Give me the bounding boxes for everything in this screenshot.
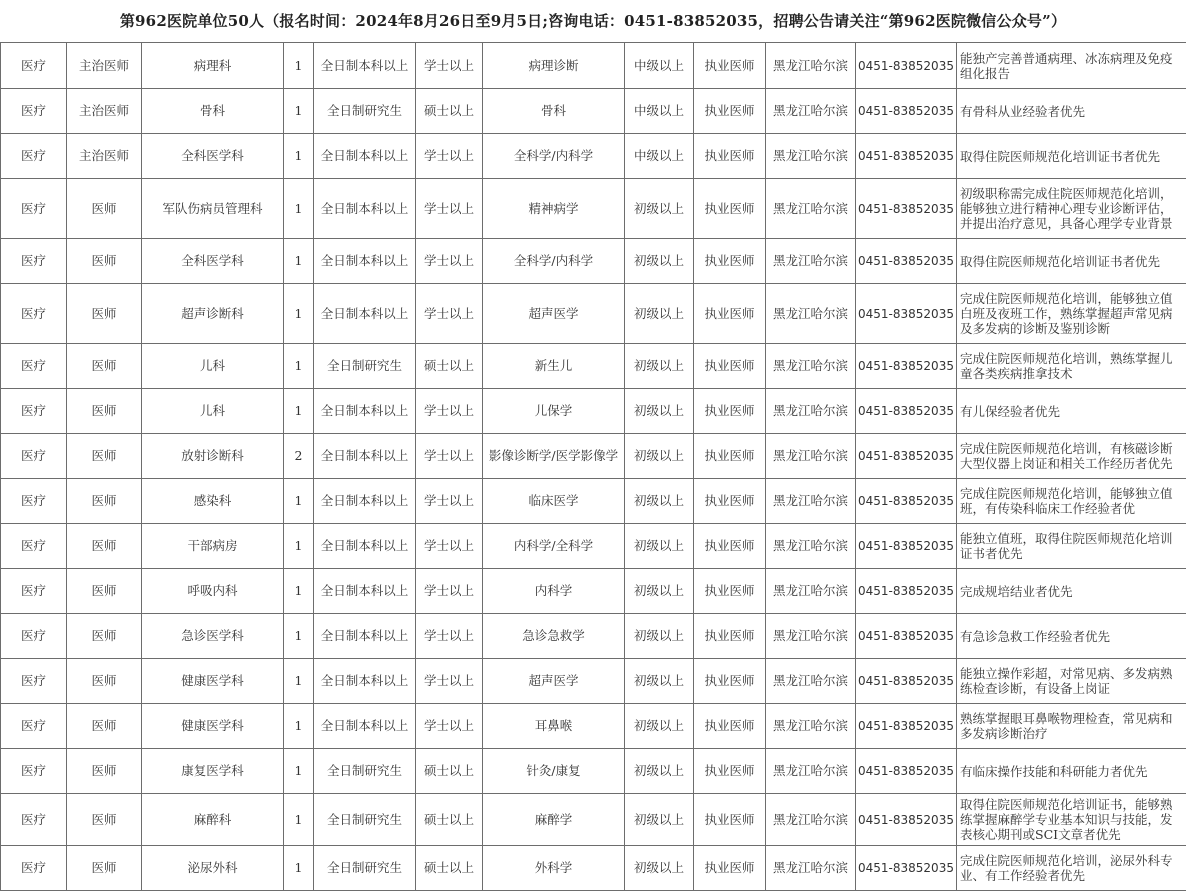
cell-location: 黑龙江哈尔滨 xyxy=(766,704,856,749)
table-row xyxy=(1,344,1186,389)
cell-location: 黑龙江哈尔滨 xyxy=(766,614,856,659)
cell-requirements: 有骨科从业经验者优先 xyxy=(957,89,1186,134)
cell-degree: 硕士以上 xyxy=(416,794,483,846)
cell-major: 骨科 xyxy=(483,89,625,134)
cell-department: 干部病房 xyxy=(142,524,284,569)
cell-title-level: 初级以上 xyxy=(625,846,694,891)
cell-qualification: 执业医师 xyxy=(694,749,766,794)
cell-major: 超声医学 xyxy=(483,659,625,704)
cell-education: 全日制本科以上 xyxy=(314,659,416,704)
cell-phone: 0451-83852035 xyxy=(856,659,957,704)
cell-qualification: 执业医师 xyxy=(694,569,766,614)
cell-qualification: 执业医师 xyxy=(694,846,766,891)
cell-count: 1 xyxy=(284,344,314,389)
cell-phone: 0451-83852035 xyxy=(856,134,957,179)
cell-department: 感染科 xyxy=(142,479,284,524)
cell-position: 医师 xyxy=(67,284,142,344)
cell-phone: 0451-83852035 xyxy=(856,179,957,239)
cell-location: 黑龙江哈尔滨 xyxy=(766,524,856,569)
cell-requirements: 有儿保经验者优先 xyxy=(957,389,1186,434)
cell-qualification: 执业医师 xyxy=(694,389,766,434)
cell-education: 全日制本科以上 xyxy=(314,179,416,239)
cell-requirements: 完成规培结业者优先 xyxy=(957,569,1186,614)
cell-location: 黑龙江哈尔滨 xyxy=(766,749,856,794)
cell-category: 医疗 xyxy=(1,846,67,891)
table-row xyxy=(1,134,1186,179)
cell-location: 黑龙江哈尔滨 xyxy=(766,43,856,89)
cell-phone: 0451-83852035 xyxy=(856,43,957,89)
cell-qualification: 执业医师 xyxy=(694,794,766,846)
cell-degree: 学士以上 xyxy=(416,43,483,89)
cell-education: 全日制本科以上 xyxy=(314,569,416,614)
cell-department: 放射诊断科 xyxy=(142,434,284,479)
cell-category: 医疗 xyxy=(1,704,67,749)
cell-position: 医师 xyxy=(67,704,142,749)
cell-department: 儿科 xyxy=(142,389,284,434)
cell-category: 医疗 xyxy=(1,179,67,239)
cell-education: 全日制本科以上 xyxy=(314,239,416,284)
cell-department: 健康医学科 xyxy=(142,704,284,749)
cell-requirements: 取得住院医师规范化培训证书者优先 xyxy=(957,239,1186,284)
cell-category: 医疗 xyxy=(1,284,67,344)
cell-degree: 学士以上 xyxy=(416,659,483,704)
cell-phone: 0451-83852035 xyxy=(856,846,957,891)
cell-count: 1 xyxy=(284,479,314,524)
cell-degree: 学士以上 xyxy=(416,434,483,479)
cell-count: 1 xyxy=(284,659,314,704)
cell-count: 1 xyxy=(284,389,314,434)
cell-position: 医师 xyxy=(67,749,142,794)
cell-qualification: 执业医师 xyxy=(694,704,766,749)
cell-phone: 0451-83852035 xyxy=(856,434,957,479)
cell-education: 全日制本科以上 xyxy=(314,434,416,479)
cell-position: 医师 xyxy=(67,569,142,614)
cell-department: 病理科 xyxy=(142,43,284,89)
cell-category: 医疗 xyxy=(1,134,67,179)
cell-major: 儿保学 xyxy=(483,389,625,434)
cell-title-level: 初级以上 xyxy=(625,749,694,794)
cell-count: 1 xyxy=(284,179,314,239)
cell-major: 超声医学 xyxy=(483,284,625,344)
cell-major: 新生儿 xyxy=(483,344,625,389)
cell-category: 医疗 xyxy=(1,344,67,389)
cell-location: 黑龙江哈尔滨 xyxy=(766,569,856,614)
cell-location: 黑龙江哈尔滨 xyxy=(766,659,856,704)
cell-count: 1 xyxy=(284,89,314,134)
cell-category: 医疗 xyxy=(1,479,67,524)
cell-requirements: 能独立值班，取得住院医师规范化培训证书者优先 xyxy=(957,524,1186,569)
cell-qualification: 执业医师 xyxy=(694,134,766,179)
cell-position: 主治医师 xyxy=(67,134,142,179)
cell-count: 1 xyxy=(284,284,314,344)
cell-education: 全日制本科以上 xyxy=(314,284,416,344)
cell-phone: 0451-83852035 xyxy=(856,794,957,846)
cell-education: 全日制研究生 xyxy=(314,846,416,891)
cell-category: 医疗 xyxy=(1,794,67,846)
cell-category: 医疗 xyxy=(1,239,67,284)
cell-department: 呼吸内科 xyxy=(142,569,284,614)
cell-category: 医疗 xyxy=(1,749,67,794)
cell-major: 精神病学 xyxy=(483,179,625,239)
cell-requirements: 完成住院医师规范化培训，能够独立值白班及夜班工作，熟练掌握超声常见病及多发病的诊断及鉴别诊断 xyxy=(957,284,1186,344)
table-body xyxy=(1,43,1186,891)
cell-title-level: 初级以上 xyxy=(625,479,694,524)
table-row xyxy=(1,239,1186,284)
cell-count: 1 xyxy=(284,614,314,659)
cell-qualification: 执业医师 xyxy=(694,179,766,239)
cell-title-level: 初级以上 xyxy=(625,704,694,749)
cell-degree: 硕士以上 xyxy=(416,89,483,134)
cell-major: 急诊急救学 xyxy=(483,614,625,659)
table-row xyxy=(1,89,1186,134)
cell-count: 1 xyxy=(284,846,314,891)
table-row xyxy=(1,614,1186,659)
cell-phone: 0451-83852035 xyxy=(856,344,957,389)
cell-location: 黑龙江哈尔滨 xyxy=(766,89,856,134)
cell-phone: 0451-83852035 xyxy=(856,284,957,344)
cell-location: 黑龙江哈尔滨 xyxy=(766,389,856,434)
cell-phone: 0451-83852035 xyxy=(856,569,957,614)
cell-department: 急诊医学科 xyxy=(142,614,284,659)
cell-education: 全日制本科以上 xyxy=(314,389,416,434)
cell-position: 医师 xyxy=(67,344,142,389)
cell-title-level: 初级以上 xyxy=(625,389,694,434)
cell-position: 医师 xyxy=(67,389,142,434)
cell-requirements: 完成住院医师规范化培训，能够独立值班，有传染科临床工作经验者优 xyxy=(957,479,1186,524)
cell-count: 1 xyxy=(284,524,314,569)
cell-requirements: 能独产完善普通病理、冰冻病理及免疫组化报告 xyxy=(957,43,1186,89)
table-row xyxy=(1,846,1186,891)
cell-requirements: 完成住院医师规范化培训，有核磁诊断大型仪器上岗证和相关工作经历者优先 xyxy=(957,434,1186,479)
cell-category: 医疗 xyxy=(1,659,67,704)
cell-position: 主治医师 xyxy=(67,43,142,89)
cell-title-level: 初级以上 xyxy=(625,569,694,614)
cell-qualification: 执业医师 xyxy=(694,479,766,524)
cell-qualification: 执业医师 xyxy=(694,284,766,344)
cell-category: 医疗 xyxy=(1,89,67,134)
cell-position: 医师 xyxy=(67,846,142,891)
table-row xyxy=(1,659,1186,704)
cell-department: 康复医学科 xyxy=(142,749,284,794)
cell-phone: 0451-83852035 xyxy=(856,614,957,659)
cell-phone: 0451-83852035 xyxy=(856,749,957,794)
cell-education: 全日制本科以上 xyxy=(314,524,416,569)
cell-degree: 学士以上 xyxy=(416,179,483,239)
cell-requirements: 初级职称需完成住院医师规范化培训，能够独立进行精神心理专业诊断评估，并提出治疗意见，具备心理学专业背景 xyxy=(957,179,1186,239)
cell-qualification: 执业医师 xyxy=(694,344,766,389)
cell-degree: 硕士以上 xyxy=(416,749,483,794)
table-row xyxy=(1,479,1186,524)
cell-major: 全科学/内科学 xyxy=(483,134,625,179)
cell-degree: 硕士以上 xyxy=(416,846,483,891)
cell-position: 医师 xyxy=(67,659,142,704)
cell-major: 临床医学 xyxy=(483,479,625,524)
cell-education: 全日制研究生 xyxy=(314,794,416,846)
cell-title-level: 初级以上 xyxy=(625,614,694,659)
cell-major: 针灸/康复 xyxy=(483,749,625,794)
cell-title-level: 初级以上 xyxy=(625,239,694,284)
cell-education: 全日制本科以上 xyxy=(314,479,416,524)
cell-major: 内科学 xyxy=(483,569,625,614)
cell-position: 医师 xyxy=(67,614,142,659)
cell-degree: 学士以上 xyxy=(416,704,483,749)
cell-qualification: 执业医师 xyxy=(694,89,766,134)
cell-department: 军队伤病员管理科 xyxy=(142,179,284,239)
cell-count: 2 xyxy=(284,434,314,479)
cell-location: 黑龙江哈尔滨 xyxy=(766,344,856,389)
cell-phone: 0451-83852035 xyxy=(856,524,957,569)
cell-count: 1 xyxy=(284,794,314,846)
table-row xyxy=(1,43,1186,89)
cell-degree: 硕士以上 xyxy=(416,344,483,389)
cell-major: 全科学/内科学 xyxy=(483,239,625,284)
cell-requirements: 完成住院医师规范化培训，熟练掌握儿童各类疾病推拿技术 xyxy=(957,344,1186,389)
cell-location: 黑龙江哈尔滨 xyxy=(766,179,856,239)
cell-location: 黑龙江哈尔滨 xyxy=(766,434,856,479)
cell-location: 黑龙江哈尔滨 xyxy=(766,794,856,846)
cell-category: 医疗 xyxy=(1,43,67,89)
cell-department: 麻醉科 xyxy=(142,794,284,846)
recruitment-table xyxy=(0,42,1186,891)
cell-department: 超声诊断科 xyxy=(142,284,284,344)
cell-degree: 学士以上 xyxy=(416,524,483,569)
cell-title-level: 中级以上 xyxy=(625,89,694,134)
cell-category: 医疗 xyxy=(1,524,67,569)
cell-major: 病理诊断 xyxy=(483,43,625,89)
cell-phone: 0451-83852035 xyxy=(856,89,957,134)
cell-title-level: 初级以上 xyxy=(625,344,694,389)
cell-education: 全日制研究生 xyxy=(314,344,416,389)
cell-phone: 0451-83852035 xyxy=(856,239,957,284)
table-row xyxy=(1,434,1186,479)
cell-education: 全日制研究生 xyxy=(314,89,416,134)
cell-degree: 学士以上 xyxy=(416,134,483,179)
cell-qualification: 执业医师 xyxy=(694,614,766,659)
cell-qualification: 执业医师 xyxy=(694,659,766,704)
cell-qualification: 执业医师 xyxy=(694,524,766,569)
cell-position: 主治医师 xyxy=(67,89,142,134)
cell-count: 1 xyxy=(284,704,314,749)
cell-requirements: 取得住院医师规范化培训证书，能够熟练掌握麻醉学专业基本知识与技能，发表核心期刊或SCI文章者优先 xyxy=(957,794,1186,846)
cell-category: 医疗 xyxy=(1,569,67,614)
cell-department: 全科医学科 xyxy=(142,134,284,179)
cell-count: 1 xyxy=(284,749,314,794)
table-row xyxy=(1,749,1186,794)
cell-major: 外科学 xyxy=(483,846,625,891)
table-row xyxy=(1,569,1186,614)
cell-major: 麻醉学 xyxy=(483,794,625,846)
cell-count: 1 xyxy=(284,569,314,614)
cell-education: 全日制本科以上 xyxy=(314,134,416,179)
cell-location: 黑龙江哈尔滨 xyxy=(766,284,856,344)
cell-education: 全日制本科以上 xyxy=(314,704,416,749)
cell-requirements: 取得住院医师规范化培训证书者优先 xyxy=(957,134,1186,179)
cell-degree: 学士以上 xyxy=(416,284,483,344)
cell-location: 黑龙江哈尔滨 xyxy=(766,846,856,891)
table-row xyxy=(1,524,1186,569)
cell-major: 耳鼻喉 xyxy=(483,704,625,749)
cell-degree: 学士以上 xyxy=(416,479,483,524)
cell-position: 医师 xyxy=(67,179,142,239)
cell-category: 医疗 xyxy=(1,434,67,479)
cell-count: 1 xyxy=(284,43,314,89)
cell-degree: 学士以上 xyxy=(416,389,483,434)
cell-title-level: 初级以上 xyxy=(625,434,694,479)
cell-requirements: 有急诊急救工作经验者优先 xyxy=(957,614,1186,659)
cell-category: 医疗 xyxy=(1,389,67,434)
cell-phone: 0451-83852035 xyxy=(856,389,957,434)
cell-position: 医师 xyxy=(67,479,142,524)
cell-title-level: 初级以上 xyxy=(625,659,694,704)
cell-education: 全日制本科以上 xyxy=(314,43,416,89)
cell-qualification: 执业医师 xyxy=(694,43,766,89)
cell-position: 医师 xyxy=(67,524,142,569)
cell-degree: 学士以上 xyxy=(416,614,483,659)
cell-degree: 学士以上 xyxy=(416,569,483,614)
cell-count: 1 xyxy=(284,239,314,284)
cell-department: 健康医学科 xyxy=(142,659,284,704)
cell-major: 内科学/全科学 xyxy=(483,524,625,569)
cell-requirements: 熟练掌握眼耳鼻喉物理检查，常见病和多发病诊断治疗 xyxy=(957,704,1186,749)
cell-qualification: 执业医师 xyxy=(694,239,766,284)
cell-requirements: 能独立操作彩超，对常见病、多发病熟练检查诊断，有设备上岗证 xyxy=(957,659,1186,704)
cell-education: 全日制本科以上 xyxy=(314,614,416,659)
cell-major: 影像诊断学/医学影像学 xyxy=(483,434,625,479)
cell-count: 1 xyxy=(284,134,314,179)
table-row xyxy=(1,704,1186,749)
table-row xyxy=(1,284,1186,344)
page-title: 第962医院单位50人（报名时间：2024年8月26日至9月5日;咨询电话：0451-83852035，招聘公告请关注“第962医院微信公众号”） xyxy=(119,12,1067,30)
cell-location: 黑龙江哈尔滨 xyxy=(766,239,856,284)
table-row xyxy=(1,389,1186,434)
cell-title-level: 中级以上 xyxy=(625,43,694,89)
cell-title-level: 初级以上 xyxy=(625,794,694,846)
cell-phone: 0451-83852035 xyxy=(856,704,957,749)
cell-department: 泌尿外科 xyxy=(142,846,284,891)
cell-department: 全科医学科 xyxy=(142,239,284,284)
table-row xyxy=(1,179,1186,239)
cell-location: 黑龙江哈尔滨 xyxy=(766,134,856,179)
cell-title-level: 中级以上 xyxy=(625,134,694,179)
cell-position: 医师 xyxy=(67,239,142,284)
cell-title-level: 初级以上 xyxy=(625,524,694,569)
cell-department: 儿科 xyxy=(142,344,284,389)
cell-title-level: 初级以上 xyxy=(625,179,694,239)
cell-education: 全日制研究生 xyxy=(314,749,416,794)
cell-position: 医师 xyxy=(67,434,142,479)
cell-requirements: 有临床操作技能和科研能力者优先 xyxy=(957,749,1186,794)
cell-phone: 0451-83852035 xyxy=(856,479,957,524)
cell-location: 黑龙江哈尔滨 xyxy=(766,479,856,524)
cell-position: 医师 xyxy=(67,794,142,846)
cell-department: 骨科 xyxy=(142,89,284,134)
table-row xyxy=(1,794,1186,846)
cell-degree: 学士以上 xyxy=(416,239,483,284)
cell-category: 医疗 xyxy=(1,614,67,659)
cell-title-level: 初级以上 xyxy=(625,284,694,344)
cell-qualification: 执业医师 xyxy=(694,434,766,479)
cell-requirements: 完成住院医师规范化培训，泌尿外科专业、有工作经验者优先 xyxy=(957,846,1186,891)
